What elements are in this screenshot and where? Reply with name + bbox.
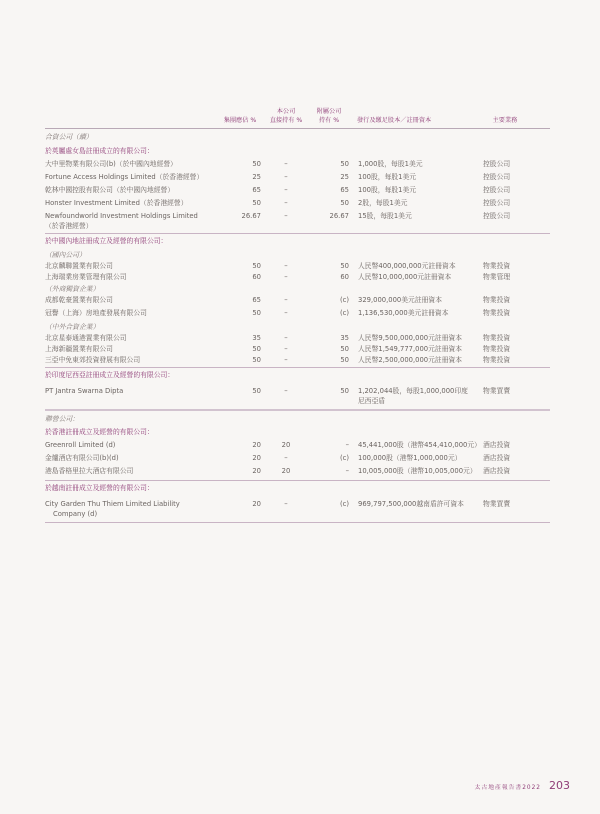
company-name: 三亞中免東郊投資發展有限公司 <box>45 356 141 364</box>
subsidiary-holding: 50 <box>340 345 349 353</box>
capital: 45,441,000股（港幣454,410,000元） <box>358 441 481 449</box>
group-interest: 20 <box>252 441 261 449</box>
table-row <box>45 261 550 272</box>
group-interest: 65 <box>252 186 261 194</box>
header-label: 集團應佔 % <box>223 117 257 124</box>
capital: 10,005,000股（港幣10,005,000元） <box>358 467 477 475</box>
direct-holding: – <box>284 454 288 462</box>
group-interest: 25 <box>252 173 261 181</box>
activity: 物業投資 <box>483 334 511 342</box>
company-name-line1: Newfoundworld Investment Holdings Limited <box>45 212 198 220</box>
category-label-domestic: （國內公司） <box>45 251 86 259</box>
direct-holding: – <box>284 387 288 395</box>
subsidiary-holding: 50 <box>340 356 349 364</box>
capital: 15股，每股1美元 <box>358 212 412 220</box>
subsidiary-holding: 60 <box>340 273 349 281</box>
divider <box>45 409 550 411</box>
capital: 人民幣10,000,000元註冊資本 <box>358 273 452 281</box>
company-name-line1: City Garden Thu Thiem Limited Liability <box>45 500 180 508</box>
subsidiary-holding: 50 <box>340 160 349 168</box>
company-name: PT Jantra Swarna Dipta <box>45 387 124 395</box>
company-name: 港島香格里拉大酒店有限公司 <box>45 467 134 475</box>
company-name: 大中里物業有限公司(b)（於中國內地經營） <box>45 160 177 168</box>
direct-holding: – <box>284 296 288 304</box>
subsidiary-holding: – <box>345 441 349 449</box>
activity: 控股公司 <box>483 173 511 181</box>
header-capital <box>357 116 457 125</box>
associates-label: 聯營公司： <box>45 415 79 423</box>
capital: 100股，每股1美元 <box>358 186 417 194</box>
capital <box>358 386 488 406</box>
subsidiary-holding: 50 <box>340 387 349 395</box>
company-name: 北京麟聯置業有限公司 <box>45 262 113 270</box>
group-interest: 20 <box>252 467 261 475</box>
direct-holding: 20 <box>281 467 291 475</box>
capital-line2: 尼西亞盾 <box>358 397 386 405</box>
table-row <box>45 499 550 521</box>
direct-holding: – <box>284 500 288 508</box>
direct-holding: 20 <box>281 441 291 449</box>
capital-line1: 1,202,044股，每股1,000,000印度 <box>358 387 468 395</box>
group-interest: 60 <box>252 273 261 281</box>
header-label: 本公司 <box>276 108 296 115</box>
company-name: 金爐酒店有限公司(b)(d) <box>45 454 119 462</box>
direct-holding: – <box>284 356 288 364</box>
direct-holding: – <box>284 212 288 220</box>
table-row <box>45 198 550 211</box>
table-row <box>45 295 550 308</box>
group-interest: 50 <box>252 199 261 207</box>
capital: 100,000股（港幣1,000,000元） <box>358 454 462 462</box>
jv-continued-label: 合資公司（續） <box>45 133 93 141</box>
company-name: 上海瑞業房業管理有限公司 <box>45 273 127 281</box>
header-group-interest <box>217 116 263 125</box>
direct-holding: – <box>284 186 288 194</box>
group-interest: 20 <box>252 500 261 508</box>
activity: 物業投資 <box>483 356 511 364</box>
capital: 人民幣9,500,000,000元註冊資本 <box>358 334 463 342</box>
capital: 1,136,530,000美元註冊資本 <box>358 309 449 317</box>
header-label: 主要業務 <box>492 117 518 124</box>
table-row <box>45 185 550 198</box>
group-interest: 65 <box>252 296 261 304</box>
table-row <box>45 466 550 479</box>
activity: 物業投資 <box>483 309 511 317</box>
capital: 100股，每股1美元 <box>358 173 417 181</box>
header-label: 直接持有 % <box>269 117 303 124</box>
header-activity <box>485 116 525 125</box>
section-title-mainland: 於中國內地註冊成立及經營的有限公司： <box>45 237 168 245</box>
company-name: Fortune Access Holdings Limited（於香港經營） <box>45 173 204 181</box>
company-name-line2: Company (d) <box>53 510 98 518</box>
subsidiary-holding: (c) <box>339 309 349 317</box>
divider <box>45 480 550 481</box>
header-company-direct <box>263 107 309 125</box>
subsidiary-holding: 65 <box>340 186 349 194</box>
subsidiary-holding: (c) <box>339 500 349 508</box>
activity: 酒店投資 <box>483 467 511 475</box>
subsidiary-holding: (c) <box>339 296 349 304</box>
group-interest: 35 <box>252 334 261 342</box>
section-title-hong-kong: 於香港註冊成立及經營的有限公司： <box>45 428 154 436</box>
company-name: 乾林中國控股有限公司（於中國內地經營） <box>45 186 175 194</box>
section-title-vietnam: 於越南註冊成立及經營的有限公司： <box>45 484 154 492</box>
group-interest: 50 <box>252 387 261 395</box>
header-label: 發行及繳足股本／註冊資本 <box>357 117 432 124</box>
subsidiary-holding: 35 <box>340 334 349 342</box>
activity: 物業投資 <box>483 262 511 270</box>
direct-holding: – <box>284 262 288 270</box>
group-interest: 26.67 <box>241 212 261 220</box>
company-name: 成都乾豪置業有限公司 <box>45 296 113 304</box>
activity: 物業買賣 <box>483 387 511 395</box>
subsidiary-holding: 50 <box>340 199 349 207</box>
direct-holding: – <box>284 334 288 342</box>
company-name: 北京星泰通港置業有限公司 <box>45 334 127 342</box>
header-label: 持有 % <box>318 117 340 124</box>
company-name-line2: （於香港經營） <box>45 222 93 230</box>
capital: 969,797,500,000越南盾許可資本 <box>358 500 464 508</box>
category-label-wfoe: （外商獨資企業） <box>45 285 100 293</box>
table-row <box>45 272 550 283</box>
table-header <box>45 106 550 129</box>
table-row <box>45 159 550 172</box>
company-name <box>45 211 210 231</box>
divider <box>45 233 550 234</box>
activity: 控股公司 <box>483 160 511 168</box>
capital: 1,000股，每股1美元 <box>358 160 423 168</box>
direct-holding: – <box>284 309 288 317</box>
group-interest: 50 <box>252 309 261 317</box>
activity: 物業管理 <box>483 273 511 281</box>
activity: 酒店投資 <box>483 454 511 462</box>
group-interest: 50 <box>252 356 261 364</box>
table-row <box>45 386 550 408</box>
group-interest: 20 <box>252 454 261 462</box>
subsidiary-holding: (c) <box>339 454 349 462</box>
capital: 2股，每股1美元 <box>358 199 408 207</box>
table-row <box>45 355 550 366</box>
table-row <box>45 440 550 453</box>
company-name: 上海新疆置業有限公司 <box>45 345 113 353</box>
subsidiary-holding: 25 <box>340 173 349 181</box>
divider <box>45 522 550 523</box>
group-interest: 50 <box>252 262 261 270</box>
subsidiary-holding: – <box>345 467 349 475</box>
table-row <box>45 308 550 321</box>
group-interest: 50 <box>252 160 261 168</box>
activity: 控股公司 <box>483 212 511 220</box>
table-row <box>45 333 550 344</box>
activity: 控股公司 <box>483 186 511 194</box>
group-interest: 50 <box>252 345 261 353</box>
company-name: Honster Investment Limited（於香港經營） <box>45 199 188 207</box>
direct-holding: – <box>284 273 288 281</box>
capital: 人民幣2,500,000,000元註冊資本 <box>358 356 463 364</box>
activity: 控股公司 <box>483 199 511 207</box>
subsidiary-holding: 50 <box>340 262 349 270</box>
category-label-sino-foreign-jv: （中外合資企業） <box>45 323 100 331</box>
capital: 人民幣400,000,000元註冊資本 <box>358 262 456 270</box>
direct-holding: – <box>284 345 288 353</box>
subsidiaries-table <box>45 106 550 524</box>
activity: 酒店投資 <box>483 441 511 449</box>
table-row <box>45 211 550 232</box>
activity: 物業買賣 <box>483 500 511 508</box>
table-row <box>45 453 550 466</box>
page-footer <box>475 779 570 792</box>
company-name: Greenroll Limited (d) <box>45 441 116 449</box>
divider <box>45 367 550 368</box>
direct-holding: – <box>284 173 288 181</box>
header-label: 附屬公司 <box>316 108 342 115</box>
report-title: 太古地產報告書2022 <box>474 785 541 791</box>
activity: 物業投資 <box>483 345 511 353</box>
table-row <box>45 172 550 185</box>
company-name <box>45 499 210 519</box>
section-title-bvi: 於英屬處女島註冊成立的有限公司： <box>45 147 154 155</box>
capital: 329,000,000美元註冊資本 <box>358 296 443 304</box>
capital: 人民幣1,549,777,000元註冊資本 <box>358 345 463 353</box>
section-title-indonesia: 於印度尼西亞註冊成立及經營的有限公司： <box>45 371 175 379</box>
page-number: 203 <box>549 779 570 792</box>
header-subsidiary <box>309 107 349 125</box>
direct-holding: – <box>284 160 288 168</box>
table-row <box>45 344 550 355</box>
company-name: 冠譽（上海）房地產發展有限公司 <box>45 309 147 317</box>
activity: 物業投資 <box>483 296 511 304</box>
subsidiary-holding: 26.67 <box>329 212 349 220</box>
direct-holding: – <box>284 199 288 207</box>
